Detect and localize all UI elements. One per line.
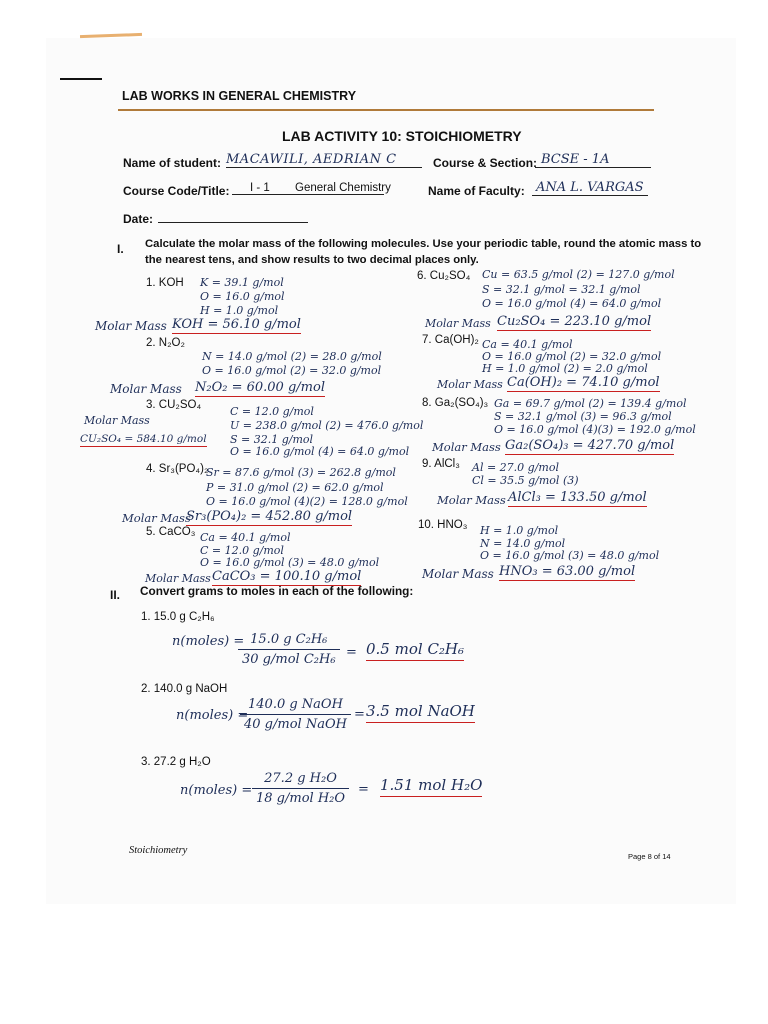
item3-line1: C = 12.0 g/mol <box>230 405 314 418</box>
part1-instruction-2: the nearest tens, and show results to two decimal places only. <box>145 254 479 266</box>
problem3-result: 1.51 mol H₂O <box>380 776 482 797</box>
item1-mm-label: Molar Mass <box>95 319 167 333</box>
item8-label: 8. Ga₂(SO₄)₃ <box>422 397 489 409</box>
problem1-label: 1. 15.0 g C₂H₆ <box>141 611 215 623</box>
problem2-label: 2. 140.0 g NaOH <box>141 683 228 695</box>
item5-line1: Ca = 40.1 g/mol <box>200 531 291 544</box>
item8-line1: Ga = 69.7 g/mol (2) = 139.4 g/mol <box>494 397 687 410</box>
footer-left: Stoichiometry <box>129 845 188 856</box>
item2-mm-value: N₂O₂ = 60.00 g/mol <box>195 380 325 395</box>
problem1-fraction <box>238 632 340 667</box>
item1-line1: K = 39.1 g/mol <box>200 276 284 289</box>
header-rule <box>118 109 654 111</box>
problem2-result: 3.5 mol NaOH <box>366 702 475 723</box>
item4-mm-value: Sr₃(PO₄)₂ = 452.80 g/mol <box>186 509 353 524</box>
problem2-numerator: 140.0 g NaOH <box>248 697 343 712</box>
item3-line3: S = 32.1 g/mol <box>230 433 314 446</box>
problem3-label: 3. 27.2 g H₂O <box>141 756 211 768</box>
item5-mm-label: Molar Mass <box>145 572 211 585</box>
item9-line2: Cl = 35.5 g/mol (3) <box>472 474 579 487</box>
item3-label: 3. CU₂SO₄ <box>146 399 202 411</box>
problem3-equals: = <box>358 782 369 797</box>
item1-label: 1. KOH <box>146 277 184 289</box>
item1-mm-value: KOH = 56.10 g/mol <box>172 317 301 332</box>
item5-line3: O = 16.0 g/mol (3) = 48.0 g/mol <box>200 556 380 569</box>
item10-line3: O = 16.0 g/mol (3) = 48.0 g/mol <box>480 549 660 562</box>
problem3-numerator: 27.2 g H₂O <box>264 771 337 786</box>
problem1-lhs: n(moles) = <box>172 634 245 649</box>
problem1-result: 0.5 mol C₂H₆ <box>366 640 464 661</box>
problem3-denominator: 18 g/mol H₂O <box>252 788 349 806</box>
part2-numeral: II. <box>110 588 121 602</box>
item6-line3: O = 16.0 g/mol (4) = 64.0 g/mol <box>482 297 662 310</box>
problem2-denominator: 40 g/mol NaOH <box>240 714 351 732</box>
problem1-equals: = <box>346 645 357 660</box>
date-field-line <box>158 222 308 223</box>
item9-label: 9. AlCl₃ <box>422 458 460 470</box>
item6-mm-label: Molar Mass <box>425 317 491 330</box>
course-code-label: Course Code/Title: <box>123 184 230 198</box>
course-code-number: I - 1 <box>250 182 270 194</box>
item8-line3: O = 16.0 g/mol (4)(3) = 192.0 g/mol <box>494 423 696 436</box>
problem1-denominator: 30 g/mol C₂H₆ <box>238 649 340 667</box>
item2-mm-label: Molar Mass <box>110 382 182 396</box>
item3-line4: O = 16.0 g/mol (4) = 64.0 g/mol <box>230 445 410 458</box>
item9-mm-label: Molar Mass <box>437 493 506 507</box>
item7-label: 7. Ca(OH)₂ <box>422 334 479 346</box>
item3-mm-label: Molar Mass <box>84 414 150 427</box>
item10-line2: N = 14.0 g/mol <box>480 537 566 550</box>
problem3-fraction <box>252 771 349 806</box>
item10-line1: H = 1.0 g/mol <box>480 524 559 537</box>
item6-line1: Cu = 63.5 g/mol (2) = 127.0 g/mol <box>482 268 675 281</box>
item8-line2: S = 32.1 g/mol (3) = 96.3 g/mol <box>494 410 672 423</box>
footer-page-number: Page 8 of 14 <box>628 852 671 861</box>
part1-numeral: I. <box>117 242 124 256</box>
part2-instruction: Convert grams to moles in each of the following: <box>140 584 414 598</box>
part1-instruction-1: Calculate the molar mass of the following molecules. Use your periodic table, round the atomic mass to <box>145 238 702 250</box>
item10-mm-value: HNO₃ = 63.00 g/mol <box>499 564 636 579</box>
item8-mm-label: Molar Mass <box>432 440 501 454</box>
item7-line1: Ca = 40.1 g/mol <box>482 338 573 351</box>
course-section-label: Course & Section: <box>433 156 538 170</box>
item2-line2: O = 16.0 g/mol (2) = 32.0 g/mol <box>202 364 382 377</box>
item2-line1: N = 14.0 g/mol (2) = 28.0 g/mol <box>202 350 382 363</box>
item7-line3: H = 1.0 g/mol (2) = 2.0 g/mol <box>482 362 648 375</box>
item6-mm-value: Cu₂SO₄ = 223.10 g/mol <box>497 314 652 329</box>
student-value: MACAWILI, AEDRIAN C <box>226 152 422 168</box>
item10-label: 10. HNO₃ <box>418 519 468 531</box>
problem1-numerator: 15.0 g C₂H₆ <box>250 632 328 647</box>
lab-works-heading: LAB WORKS IN GENERAL CHEMISTRY <box>122 89 357 103</box>
item8-mm-value: Ga₂(SO₄)₃ = 427.70 g/mol <box>505 438 675 453</box>
item5-mm-value: CaCO₃ = 100.10 g/mol <box>212 569 362 584</box>
problem2-fraction <box>240 697 351 732</box>
item1-line3: H = 1.0 g/mol <box>200 304 279 317</box>
faculty-value: ANA L. VARGAS <box>532 180 648 196</box>
activity-title: LAB ACTIVITY 10: STOICHIOMETRY <box>282 128 522 144</box>
item9-line1: Al = 27.0 g/mol <box>472 461 559 474</box>
problem2-equals: = <box>354 707 365 722</box>
item4-line1: Sr = 87.6 g/mol (3) = 262.8 g/mol <box>206 466 396 479</box>
item5-line2: C = 12.0 g/mol <box>200 544 284 557</box>
course-code-value <box>232 182 391 195</box>
faculty-label: Name of Faculty: <box>428 184 525 198</box>
item6-line2: S = 32.1 g/mol = 32.1 g/mol <box>482 283 641 296</box>
item3-line2: U = 238.0 g/mol (2) = 476.0 g/mol <box>230 419 424 432</box>
course-section-value: BCSE - 1A <box>535 152 651 168</box>
problem3-lhs: n(moles) = <box>180 783 253 798</box>
item4-line2: P = 31.0 g/mol (2) = 62.0 g/mol <box>206 481 384 494</box>
item7-line2: O = 16.0 g/mol (2) = 32.0 g/mol <box>482 350 662 363</box>
scan-mark-black <box>60 78 102 80</box>
item10-mm-label: Molar Mass <box>422 567 494 581</box>
problem2-lhs: n(moles) = <box>176 708 249 723</box>
item2-label: 2. N₂O₂ <box>146 337 185 349</box>
item3-mm-value: CU₂SO₄ = 584.10 g/mol <box>80 433 207 445</box>
item7-mm-label: Molar Mass <box>437 378 503 391</box>
item4-mm-label: Molar Mass <box>122 511 191 525</box>
item4-line3: O = 16.0 g/mol (4)(2) = 128.0 g/mol <box>206 495 408 508</box>
item6-label: 6. Cu₂SO₄ <box>417 270 471 282</box>
item1-line2: O = 16.0 g/mol <box>200 290 285 303</box>
item5-label: 5. CaCO₃ <box>146 526 196 538</box>
student-label: Name of student: <box>123 156 222 170</box>
date-label: Date: <box>123 212 154 226</box>
course-title-value: General Chemistry <box>295 182 391 194</box>
item7-mm-value: Ca(OH)₂ = 74.10 g/mol <box>507 375 660 390</box>
item4-label: 4. Sr₃(PO₄)₂ <box>146 463 209 475</box>
item9-mm-value: AlCl₃ = 133.50 g/mol <box>508 490 647 505</box>
